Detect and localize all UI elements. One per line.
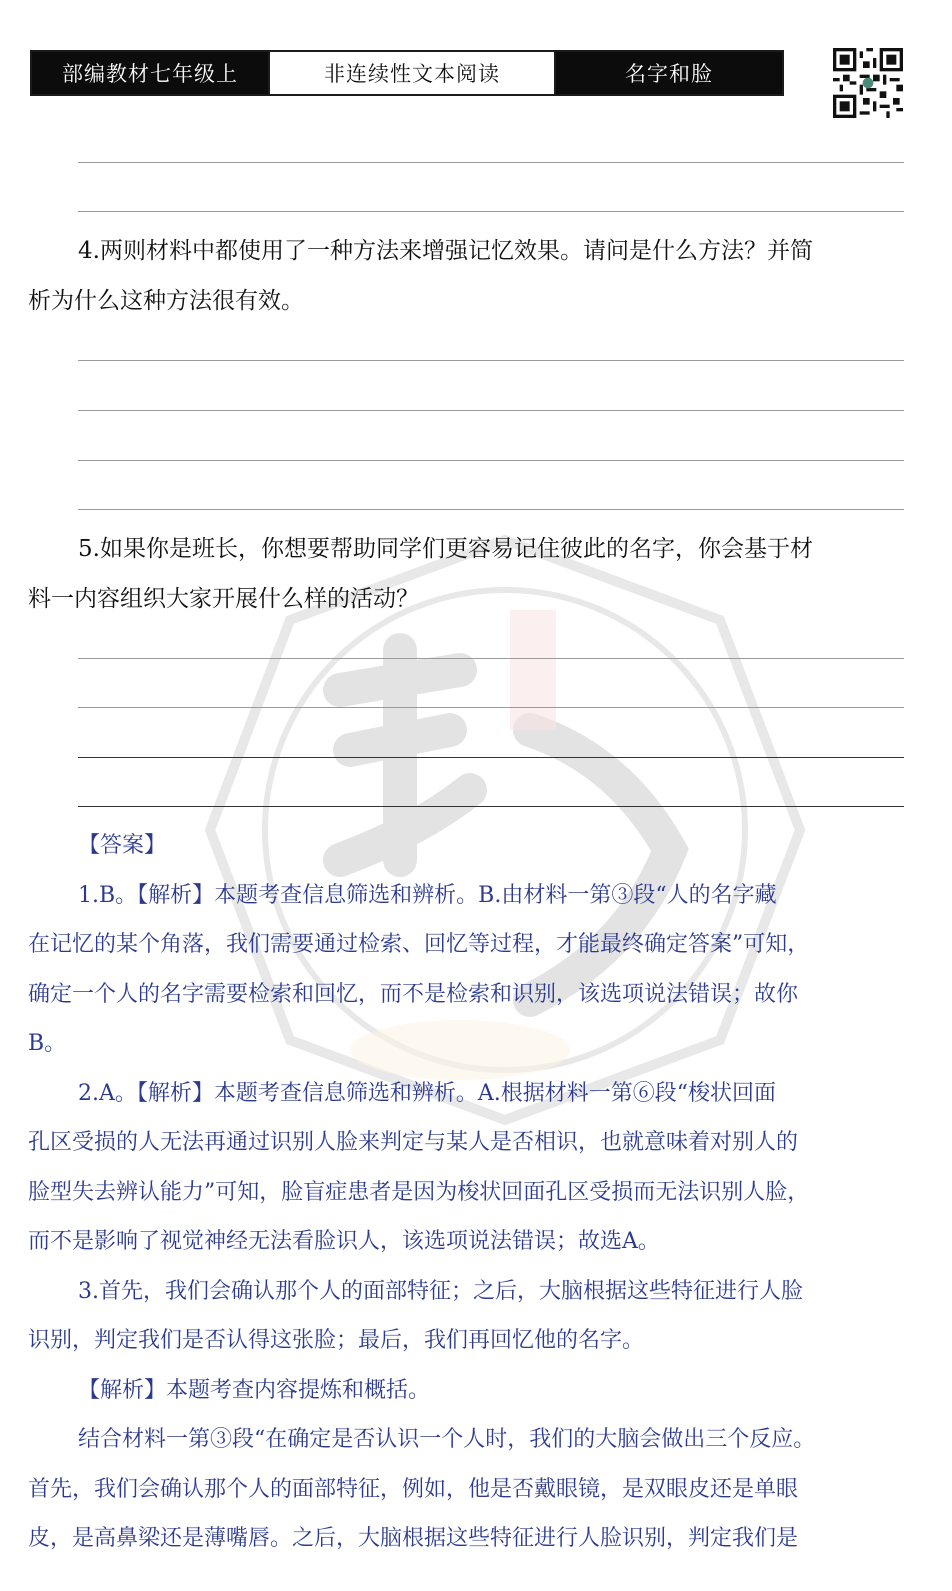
answer-section	[28, 821, 908, 1564]
header-grade: 部编教材七年级上	[32, 52, 268, 94]
answer-1-line: 1.B。【解析】本题考查信息筛选和辨析。B.由材料一第③段“人的名字藏	[78, 882, 777, 908]
answer-3-detail-line: 首先，我们会确认那个人的面部特征，例如，他是否戴眼镜，是双眼皮还是单眼	[28, 1476, 799, 1502]
answer-line	[78, 410, 904, 411]
answer-line	[78, 460, 904, 461]
answer-1-line: 在记忆的某个角落，我们需要通过检索、回忆等过程，才能最终确定答案”可知，	[28, 932, 810, 957]
answer-line	[78, 658, 904, 659]
header-bar	[30, 50, 784, 96]
answer-2-line: 2.A。【解析】本题考查信息筛选和辨析。A.根据材料一第⑥段“梭状回面	[78, 1080, 777, 1106]
answer-3-detail-line: 皮，是高鼻梁还是薄嘴唇。之后，大脑根据这些特征进行人脸识别，判定我们是	[28, 1526, 799, 1551]
answer-2-line: 脸型失去辨认能力”可知，脸盲症患者是因为梭状回面孔区受损而无法识别人脸，	[28, 1179, 810, 1205]
question-4	[28, 226, 908, 326]
answer-line	[78, 509, 904, 510]
question-5-line-2: 料一内容组织大家开展什么样的活动？	[28, 586, 419, 612]
answer-1-line: 确定一个人的名字需要检索和回忆，而不是检索和识别，该选项说法错误；故你	[28, 981, 799, 1007]
answer-2-line: 而不是影响了视觉神经无法看脸识人，该选项说法错误；故选A。	[28, 1229, 660, 1254]
answer-3-line: 识别，判定我们是否认得这张脸；最后，我们再回忆他的名字。	[28, 1328, 645, 1353]
answer-line	[78, 757, 904, 758]
answer-1-line: B。	[28, 1031, 67, 1056]
answer-3-detail-line: 结合材料一第③段“在确定是否认识一个人时，我们的大脑会做出三个反应。	[78, 1427, 816, 1452]
answer-2-line: 孔区受损的人无法再通过识别人脸来判定与某人是否相识，也就意味着对别人的	[28, 1130, 799, 1155]
header-category: 非连续性文本阅读	[268, 52, 556, 94]
answer-line	[78, 806, 904, 807]
question-4-line-2: 析为什么这种方法很有效。	[28, 288, 304, 314]
question-4-line-1: 4.两则材料中都使用了一种方法来增强记忆效果。请问是什么方法？并简	[78, 238, 813, 264]
answer-line	[78, 360, 904, 361]
answer-line	[78, 162, 904, 163]
question-5-line-1: 5.如果你是班长，你想要帮助同学们更容易记住彼此的名字，你会基于材	[78, 536, 813, 562]
answer-line	[78, 707, 904, 708]
answer-3-line: 3.首先，我们会确认那个人的面部特征；之后，大脑根据这些特征进行人脸	[78, 1278, 803, 1304]
question-5	[28, 524, 908, 624]
answer-heading: 【答案】	[78, 833, 167, 858]
qr-code-icon	[833, 48, 903, 118]
answer-3-analysis: 【解析】本题考查内容提炼和概括。	[78, 1377, 431, 1403]
header-topic: 名字和脸	[556, 52, 782, 94]
answer-line	[78, 211, 904, 212]
